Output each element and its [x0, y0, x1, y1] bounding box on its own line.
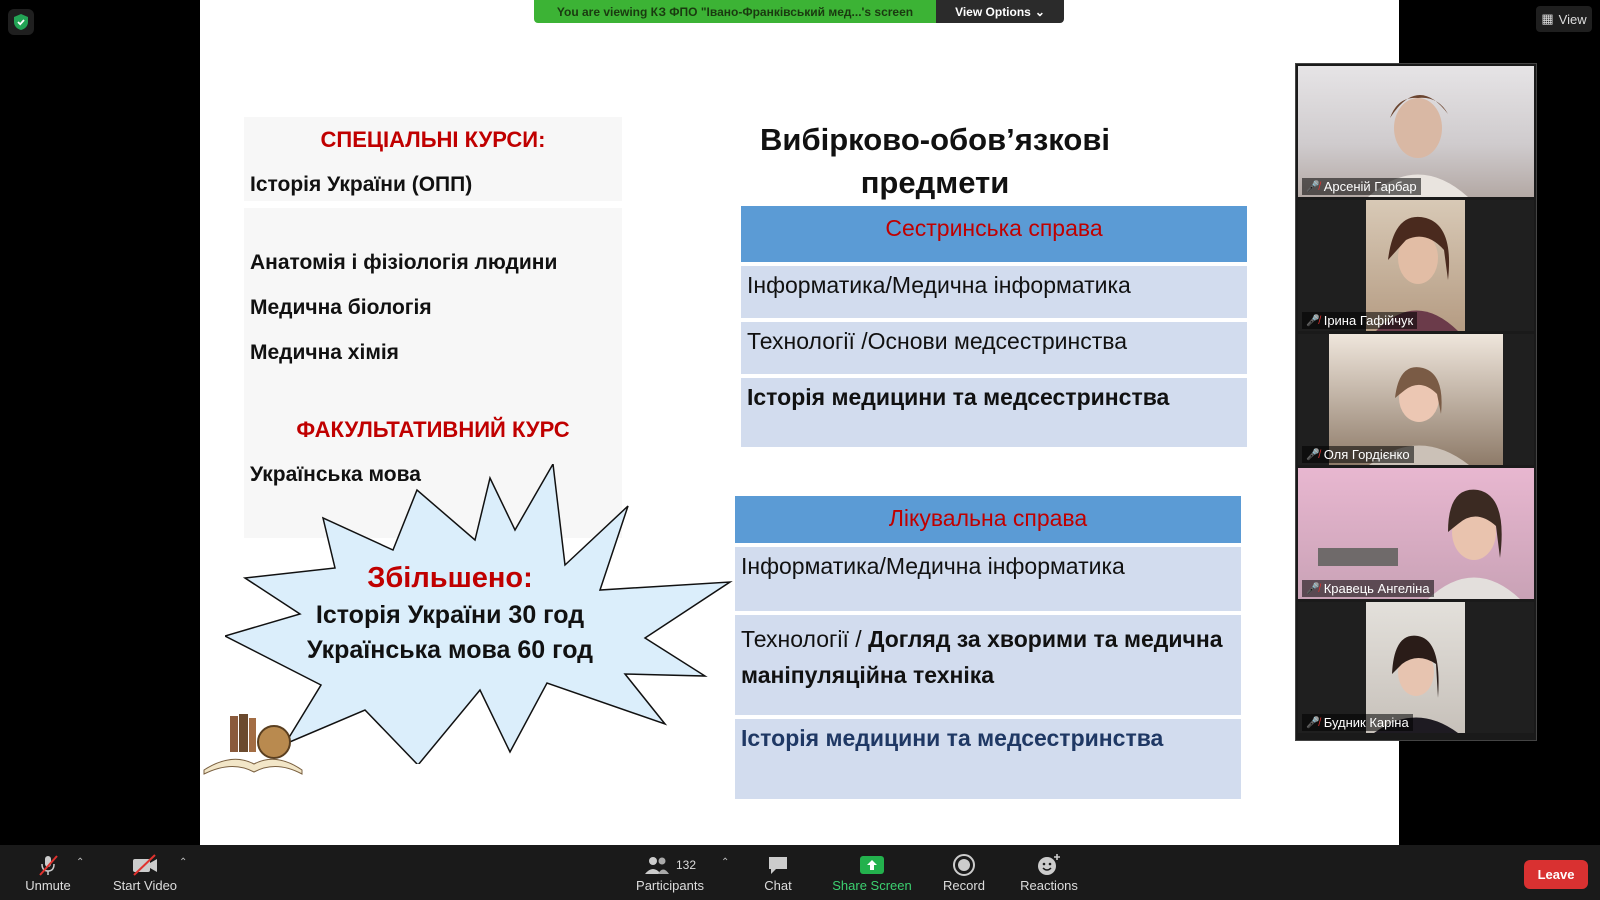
participants-count: 132	[675, 858, 697, 872]
meeting-toolbar	[0, 845, 1600, 900]
chat-button[interactable]	[753, 845, 803, 900]
books-globe-icon	[202, 712, 304, 778]
table2-row2-bold: Догляд за хворими та медична маніпуляційна техніка	[741, 626, 1223, 688]
video-off-icon	[131, 852, 159, 878]
table1-row: Технології /Основи медсестринства	[741, 322, 1247, 374]
record-label: Record	[943, 878, 985, 893]
optional-course-heading: ФАКУЛЬТАТИВНИЙ КУРС	[296, 417, 570, 442]
participant-name-tag	[1302, 178, 1421, 195]
burst-line: Українська мова 60 год	[306, 636, 594, 664]
table2-row: Інформатика/Медична інформатика	[735, 547, 1241, 611]
video-tile[interactable]	[1298, 66, 1534, 197]
reactions-button[interactable]	[1014, 845, 1084, 900]
participant-name: Арсеній Гарбар	[1323, 179, 1417, 194]
share-screen-button[interactable]	[830, 845, 914, 900]
table1-header: Сестринська справа	[741, 206, 1247, 262]
muted-mic-icon: 🎤̸	[1306, 449, 1320, 461]
participant-name-tag	[1302, 446, 1414, 463]
course-item: Медична хімія	[250, 341, 399, 364]
video-tile[interactable]	[1298, 468, 1534, 599]
burst-line: Історія України 30 год	[315, 601, 585, 629]
chat-icon	[766, 852, 790, 878]
slide-title-line2: предмети	[860, 165, 1010, 200]
participants-icon	[644, 852, 696, 878]
participant-name-tag	[1302, 312, 1417, 329]
viewing-message: You are viewing КЗ ФПО "Івано-Франківський мед...'s screen	[534, 0, 936, 23]
participant-name: Ірина Гафійчук	[1323, 313, 1414, 328]
grid-icon: ▦	[1541, 11, 1554, 26]
start-video-label: Start Video	[112, 878, 178, 893]
table1-row: Історія медицини та медсестринства	[741, 378, 1247, 447]
leave-button[interactable]: Leave	[1524, 860, 1588, 889]
special-courses-heading: СПЕЦІАЛЬНІ КУРСИ:	[320, 127, 546, 152]
chevron-down-icon: ⌄	[1034, 4, 1045, 19]
participant-name-tag	[1302, 580, 1434, 597]
participant-name: Оля Гордієнко	[1323, 447, 1410, 462]
participants-label: Participants	[636, 878, 704, 893]
slide-title-line1: Вибірково-обов’язкові	[760, 122, 1110, 157]
chevron-up-icon[interactable]: ⌃	[179, 857, 188, 868]
participant-name: Кравець Ангеліна	[1323, 581, 1430, 596]
view-button-label: View	[1558, 11, 1587, 27]
muted-mic-icon: 🎤̸	[1306, 181, 1320, 193]
share-screen-icon	[859, 852, 885, 878]
starburst-text	[300, 562, 600, 665]
unmute-label: Unmute	[25, 878, 71, 893]
record-icon	[952, 852, 976, 878]
record-button[interactable]	[938, 845, 990, 900]
slide-title	[720, 118, 1150, 204]
screen-share-banner	[534, 0, 1064, 23]
view-options-button[interactable]	[936, 0, 1064, 23]
course-item: Анатомія і фізіологія людини	[250, 251, 558, 274]
table2-row2-prefix: Технології /	[741, 626, 869, 652]
video-gallery[interactable]	[1295, 63, 1537, 741]
burst-title: Збільшено:	[367, 562, 533, 594]
participant-name-tag	[1302, 714, 1413, 731]
course-item: Історія України (ОПП)	[250, 173, 473, 196]
unmute-button[interactable]	[18, 845, 78, 900]
optional-course-item: Українська мова	[250, 463, 421, 486]
participant-name: Будник Каріна	[1323, 715, 1409, 730]
muted-mic-icon: 🎤̸	[1306, 717, 1320, 729]
chevron-up-icon[interactable]: ⌃	[721, 857, 730, 868]
course-item: Медична біологія	[250, 296, 432, 319]
video-tile[interactable]	[1298, 334, 1534, 465]
encryption-shield-icon[interactable]	[8, 9, 34, 35]
smiley-plus-icon	[1036, 852, 1062, 878]
start-video-button[interactable]	[108, 845, 182, 900]
muted-mic-icon	[36, 852, 60, 878]
muted-mic-icon: 🎤̸	[1306, 583, 1320, 595]
muted-mic-icon: 🎤̸	[1306, 315, 1320, 327]
chevron-up-icon[interactable]: ⌃	[76, 857, 85, 868]
video-tile[interactable]	[1298, 200, 1534, 331]
view-button[interactable]	[1536, 6, 1592, 32]
reactions-label: Reactions	[1020, 878, 1078, 893]
participants-button[interactable]	[630, 845, 710, 900]
table1-row: Інформатика/Медична інформатика	[741, 266, 1247, 318]
video-tile[interactable]	[1298, 602, 1534, 733]
chat-label: Chat	[764, 878, 792, 893]
view-options-label: View Options	[955, 4, 1031, 19]
table2-row: Історія медицини та медсестринства	[735, 719, 1241, 799]
shared-slide	[200, 0, 1399, 845]
share-screen-label: Share Screen	[832, 878, 912, 893]
table2-header: Лікувальна справа	[735, 496, 1241, 543]
